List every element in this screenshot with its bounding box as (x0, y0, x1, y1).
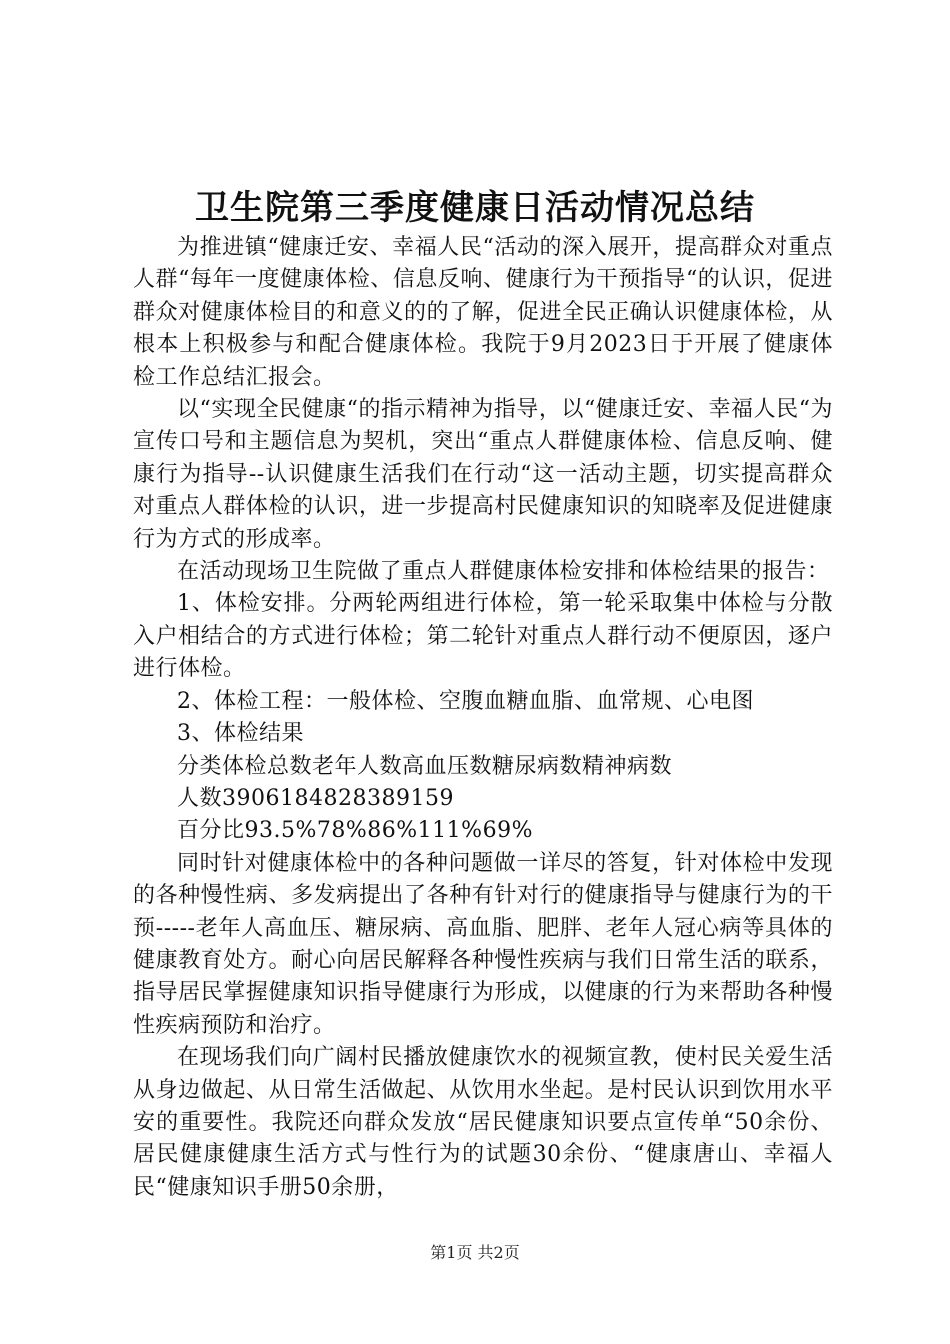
paragraph-guidance: 以“实现全民健康“的指示精神为指导，以“健康迁安、幸福人民“为宣传口号和主题信息为契机，突出“重点人群健康体检、信息反响、健康行为指导--认识健康生活我们在行动“这一活动主题，切实提高群众对重点人群体检的认识，进一步提高村民健康知识的知晓率及促进健康行为方式的形成率。 (133, 397, 833, 552)
results-percent-line: 百分比93.5%78%86%111%69% (177, 818, 533, 844)
page-number-footer: 第1页 共2页 (430, 1243, 520, 1262)
paragraph-guidance-answers: 同时针对健康体检中的各种问题做一详尽的答复，针对体检中发现的各种慢性病、多发病提出了各种有针对行的健康指导与健康行为的干预-----老年人高血压、糖尿病、高血脂、肥胖、老年人冠心病等具体的健康教育处方。耐心向居民解释各种慢性疾病与我们日常生活的联系，指导居民掌握健康知识指导健康行为形成，以健康的行为来帮助各种慢性疾病预防和治疗。 (133, 850, 833, 1038)
paragraph-intro: 为推进镇“健康迁安、幸福人民“活动的深入展开，提高群众对重点人群“每年一度健康体检、信息反响、健康行为干预指导“的认识，促进群众对健康体检目的和意义的的了解，促进全民正确认识健康体检，从根本上积极参与和配合健康体检。我院于9月2023日于开展了健康体检工作总结汇报会。 (133, 235, 833, 390)
paragraph-onsite-education: 在现场我们向广阔村民播放健康饮水的视频宣教，使村民关爱生活从身边做起、从日常生活做起、从饮用水坐起。是村民认识到饮用水平安的重要性。我院还向群众发放“居民健康知识要点宣传单“50余份、居民健康健康生活方式与性行为的试题30余份、“健康唐山、幸福人民“健康知识手册50余册， (133, 1045, 833, 1200)
paragraph-results-heading: 3、体检结果 (177, 721, 304, 747)
document-body (133, 232, 833, 1204)
results-count-line: 人数3906184828389159 (177, 785, 454, 811)
paragraph-items: 2、体检工程：一般体检、空腹血糖血脂、血常规、心电图 (177, 688, 754, 714)
paragraph-report: 在活动现场卫生院做了重点人群健康体检安排和体检结果的报告： (177, 559, 830, 585)
document-title: 卫生院第三季度健康日活动情况总结 (195, 188, 755, 228)
paragraph-arrangement: 1、体检安排。分两轮两组进行体检，第一轮采取集中体检与分散入户相结合的方式进行体检；第二轮针对重点人群行动不便原因，逐户进行体检。 (133, 591, 833, 682)
results-header-line: 分类体检总数老年人数高血压数糖尿病数精神病数 (177, 753, 673, 779)
